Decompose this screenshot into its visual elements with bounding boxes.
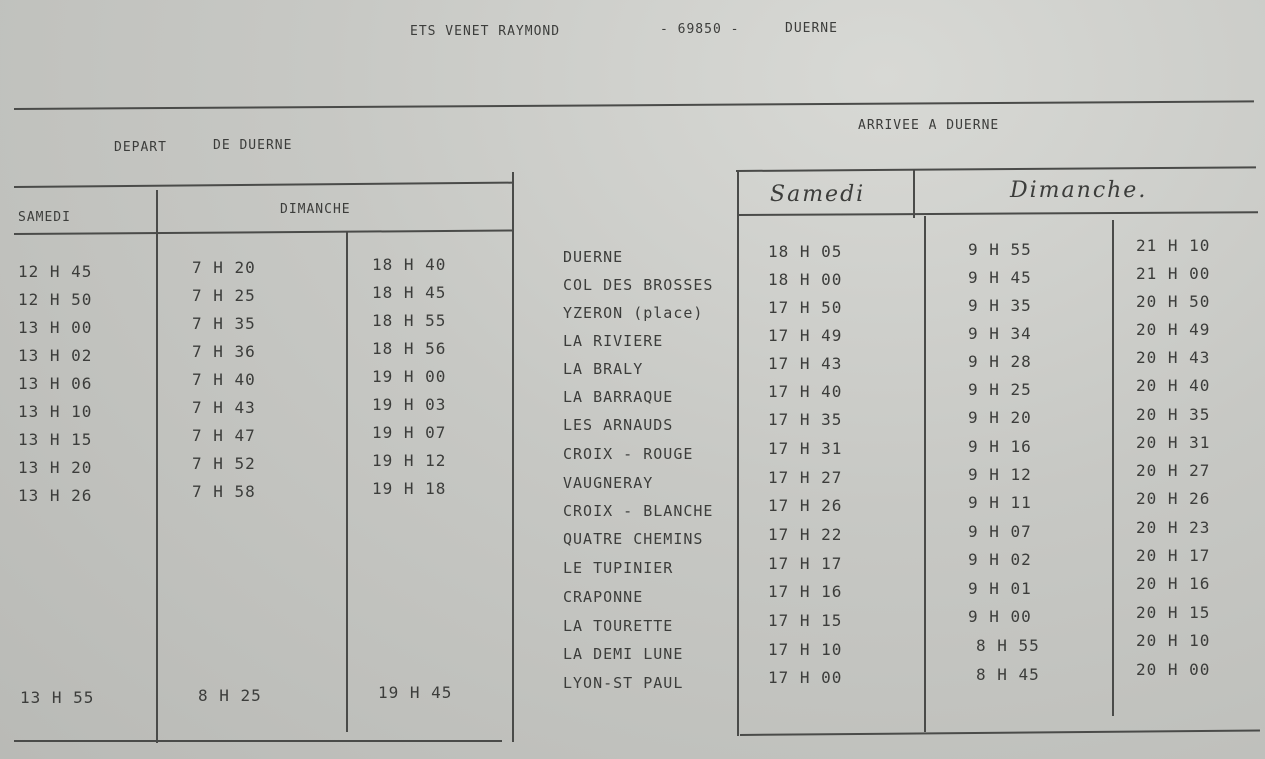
arrival-col-samedi: Samedi [770,182,866,207]
list-item: 17 H 35 [768,410,843,429]
stop-name: LA BARRAQUE [563,388,674,406]
list-item: 17 H 31 [768,439,843,458]
list-item: 17 H 00 [768,668,843,687]
list-item: 20 H 43 [1136,348,1211,367]
list-item: 9 H 16 [968,437,1032,456]
list-item: 17 H 15 [768,611,843,630]
list-item: 18 H 05 [768,242,843,261]
list-item: 18 H 55 [372,311,447,330]
arrival-col-divider-2 [1112,220,1114,716]
company-name: ETS VENET RAYMOND [410,24,561,39]
list-item: 20 H 40 [1136,376,1211,395]
list-item: 9 H 55 [968,240,1032,259]
list-item: 17 H 22 [768,525,843,544]
list-item: 21 H 00 [1136,264,1211,283]
arrival-header-top-rule [736,166,1256,172]
depart-header-bottom-rule [14,230,514,235]
depart-right-border [512,172,514,742]
list-item: 9 H 45 [968,268,1032,287]
list-item: 20 H 49 [1136,320,1211,339]
list-item: 9 H 07 [968,522,1032,541]
list-item: 13 H 26 [18,486,93,505]
list-item: 17 H 49 [768,326,843,345]
list-item: 13 H 00 [18,318,93,337]
list-item: 20 H 10 [1136,631,1211,650]
list-item: 17 H 27 [768,468,843,487]
stop-name: VAUGNERAY [563,474,654,492]
list-item: 7 H 58 [192,482,256,501]
list-item: 8 H 55 [976,636,1040,655]
arrival-header-bottom-rule [738,211,1258,216]
arrival-left-border [737,170,739,736]
list-item: 19 H 07 [372,423,447,442]
top-rule [14,100,1254,110]
arrival-col-dimanche: Dimanche. [1010,178,1148,203]
list-item: 18 H 00 [768,270,843,289]
list-item: 17 H 50 [768,298,843,317]
stop-name: CROIX - BLANCHE [563,502,714,520]
list-item: 19 H 12 [372,451,447,470]
list-item: 7 H 25 [192,286,256,305]
depart-title: DEPART [114,140,167,155]
depart-bottom-rule [14,740,502,742]
depart-header-top-rule [14,182,512,188]
list-item: 13 H 02 [18,346,93,365]
arrival-bottom-rule [740,729,1260,736]
list-item: 12 H 50 [18,290,93,309]
list-item: 12 H 45 [18,262,93,281]
list-item: 8 H 45 [976,665,1040,684]
list-item: 7 H 47 [192,426,256,445]
arrival-header-divider [913,170,915,218]
arrival-col-divider-1 [924,216,926,732]
list-item: 20 H 26 [1136,489,1211,508]
list-item: 20 H 17 [1136,546,1211,565]
list-item: 13 H 15 [18,430,93,449]
arrival-title: ARRIVEE A DUERNE [858,118,1000,133]
list-item: 9 H 02 [968,550,1032,569]
stop-name: QUATRE CHEMINS [563,530,704,548]
depart-col-divider-1 [156,190,158,743]
list-item: 9 H 20 [968,408,1032,427]
list-item: 7 H 36 [192,342,256,361]
stop-name: LA RIVIERE [563,332,664,350]
list-item: 18 H 56 [372,339,447,358]
depart-final-dimanche-2: 19 H 45 [378,683,453,702]
list-item: 9 H 01 [968,579,1032,598]
town-name: DUERNE [785,21,838,36]
list-item: 19 H 18 [372,479,447,498]
list-item: 18 H 45 [372,283,447,302]
list-item: 9 H 25 [968,380,1032,399]
list-item: 19 H 00 [372,367,447,386]
list-item: 18 H 40 [372,255,447,274]
list-item: 9 H 34 [968,324,1032,343]
depart-final-samedi: 13 H 55 [20,688,95,707]
depart-from-title: DE DUERNE [213,138,293,153]
list-item: 20 H 50 [1136,292,1211,311]
list-item: 20 H 00 [1136,660,1211,679]
list-item: 7 H 40 [192,370,256,389]
list-item: 13 H 06 [18,374,93,393]
depart-col-samedi: SAMEDI [18,210,71,225]
list-item: 20 H 23 [1136,518,1211,537]
list-item: 17 H 43 [768,354,843,373]
list-item: 9 H 35 [968,296,1032,315]
depart-final-dimanche-1: 8 H 25 [198,686,262,705]
stop-name: LES ARNAUDS [563,416,674,434]
stop-name: LE TUPINIER [563,559,674,577]
stop-name: YZERON (place) [563,304,704,322]
list-item: 17 H 40 [768,382,843,401]
list-item: 17 H 26 [768,496,843,515]
list-item: 9 H 00 [968,607,1032,626]
list-item: 7 H 35 [192,314,256,333]
postcode: - 69850 - [660,22,740,37]
list-item: 21 H 10 [1136,236,1211,255]
list-item: 20 H 27 [1136,461,1211,480]
stop-name: DUERNE [563,248,624,266]
stop-name: CROIX - ROUGE [563,445,694,463]
stop-name: LA TOURETTE [563,617,674,635]
list-item: 7 H 43 [192,398,256,417]
stop-name: COL DES BROSSES [563,276,714,294]
depart-col-divider-2 [346,232,348,732]
list-item: 13 H 10 [18,402,93,421]
depart-col-dimanche: DIMANCHE [280,202,351,217]
list-item: 19 H 03 [372,395,447,414]
list-item: 17 H 16 [768,582,843,601]
stop-name: LA DEMI LUNE [563,645,684,663]
list-item: 20 H 16 [1136,574,1211,593]
list-item: 9 H 12 [968,465,1032,484]
list-item: 13 H 20 [18,458,93,477]
list-item: 9 H 28 [968,352,1032,371]
stop-name: LYON-ST PAUL [563,674,684,692]
stop-name: LA BRALY [563,360,644,378]
list-item: 20 H 15 [1136,603,1211,622]
list-item: 7 H 20 [192,258,256,277]
list-item: 20 H 35 [1136,405,1211,424]
list-item: 9 H 11 [968,493,1032,512]
list-item: 20 H 31 [1136,433,1211,452]
list-item: 17 H 10 [768,640,843,659]
stop-name: CRAPONNE [563,588,644,606]
list-item: 7 H 52 [192,454,256,473]
list-item: 17 H 17 [768,554,843,573]
